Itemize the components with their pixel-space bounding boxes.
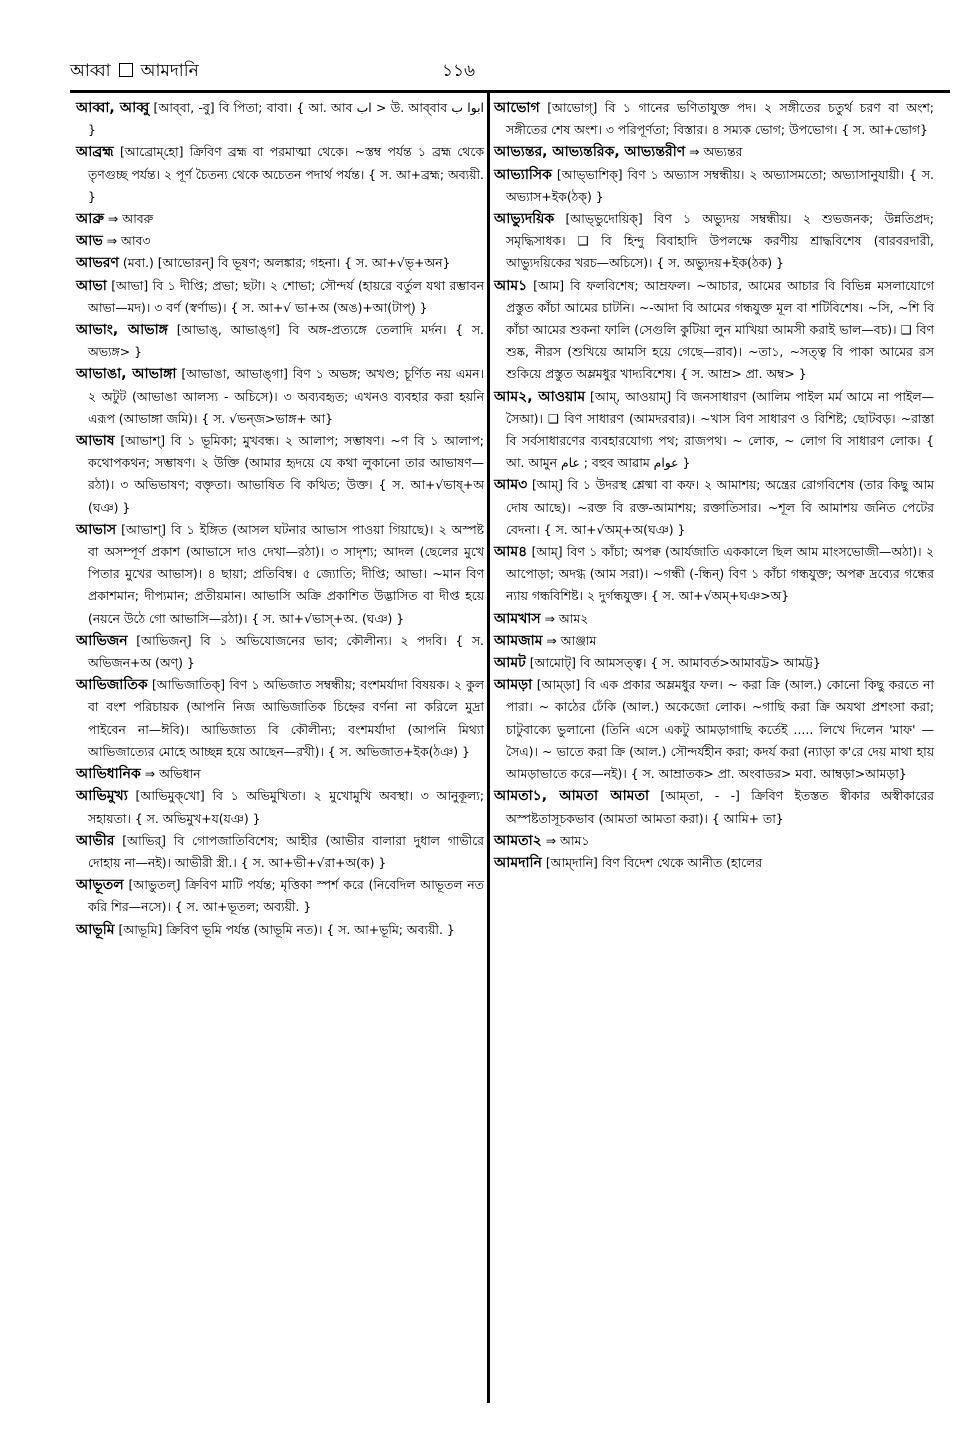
entry-definition: [আভিমুক্‌খো] বি ১ অভিমুখিতা। ২ মুখোমুখি অবস্থা। ৩ আনুকূল্য; সহায়তা। { স. অভিমুখ+য(যঞ) } <box>88 788 484 826</box>
entry-definition: [আভিজন্‌] বি ১ অভিযোজনের ভাব; কৌলীন্য। ২ পদবি। { স. অভিজন+অ (অণ্‌) } <box>88 632 484 671</box>
page-number: ১১৬ <box>442 61 476 81</box>
dictionary-entry <box>494 652 934 674</box>
dictionary-entry <box>494 141 934 163</box>
dictionary-entry <box>76 630 484 674</box>
dictionary-entry <box>494 97 934 141</box>
dictionary-entry <box>76 363 484 430</box>
dictionary-entry <box>76 674 484 763</box>
entry-definition: [আভূমি] ক্রিবিণ ভূমি পর্যন্ত (আভূমি নত)। { স. আ+ভূমি; অব্যয়ী. } <box>118 921 455 937</box>
entry-definition: [আম] বি ফলবিশেষ; আম্রফল। ~আচার, আমের আচার বি বিভিন্ন মসলাযোগে প্রস্তুত কাঁচা আমের চাটনি। ~-আদা বি আমের গন্ধযুক্ত মূল বা শটিবিশেষ। ~সি, ~শি বি কাঁচা আমের শুকনা ফালি (সেগুলি কুটিয়া লুন মাখিয়া আমসী করাই ভাল—বচ)। ❑ বিণ শুষ্ক, নীরস (শুখিয়ে আমসি হয়ে গেছে—রাব)। ~তা১, ~সত্ত্ব বি পাকা আমের রস শুকিয়ে প্রস্তুত অম্লমধুর খাদ্যবিশেষ। { স. আম্র> প্রা. অম্ব> } <box>506 277 934 382</box>
separator-box-icon <box>119 63 133 77</box>
dictionary-entry <box>494 164 934 208</box>
entry-headword: আমড়া <box>494 677 533 694</box>
page-header <box>70 58 950 86</box>
entry-headword: আভাং, আভাঙ্গ <box>76 322 168 339</box>
dictionary-entry <box>76 319 484 363</box>
right-column <box>494 97 934 874</box>
dictionary-entry <box>494 785 934 829</box>
entry-definition: [আমোট্‌] বি আমসত্ত্ব। { স. আমাবর্ত>আমাবট্ট> আমট্ট} <box>529 655 821 671</box>
entry-headword: আভাঙা, আভাঙ্গা <box>76 366 177 383</box>
entry-definition: [আভাঙ্, আভাঙ্‌গ] বি অঙ্গ-প্রত্যঙ্গে তেলাদি মর্দন। { স. অভ্যঙ্গ> } <box>88 322 484 360</box>
guide-word-last: আমদানি <box>140 61 199 81</box>
dictionary-entry <box>76 763 484 785</box>
entry-headword: আভ্যুদয়িক <box>494 211 555 228</box>
entry-headword: আভূমি <box>76 921 115 938</box>
entry-definition: ⇒ আঞ্জাম <box>546 632 597 648</box>
entry-headword: আমদানি <box>494 854 542 871</box>
dictionary-entry <box>494 830 934 852</box>
entry-definition: [আম্‌] বি ১ উদরস্থ শ্লেষ্মা বা কফ। ২ আমাশয়; অন্ত্রের রোগবিশেষ (তার কিছু আম দোষ আছে)। ~রক্ত বি রক্ত-আমাশয়; রক্তাতিসার। ~শূল বি আমাশয় জনিত পেটের বেদনা। { স. আ+√অম্‌+অ(ঘঞ) } <box>506 477 934 537</box>
dictionary-entry <box>76 830 484 874</box>
entry-headword: আভূতল <box>76 877 124 894</box>
left-column <box>76 97 484 941</box>
entry-headword: আভোগ <box>494 100 540 116</box>
column-divider <box>487 93 490 1403</box>
dictionary-entry <box>76 230 484 252</box>
entry-definition: [আব্‌বা, -বু] বি পিতা; বাবা। { আ. আব اب > উ. আব্‌বাব ابوا ب } <box>88 100 485 138</box>
entry-headword: আম২, আওয়াম <box>494 388 586 405</box>
entry-definition: [আম্‌] বিণ ১ কাঁচা; অপক্ব (আর্যজাতি এককালে ছিল আম মাংসভোজী—অঠা)। ২ আপোড়া; অদগ্ধ (আম সরা)। ~গন্ধী (-ন্ধিন্‌) বিণ ১ কাঁচা গন্ধযুক্ত; অপক্ব দ্রব্যের গন্ধের ন্যায় গন্ধবিশিষ্ট। ২ দুর্গন্ধযুক্ত। { স. আ+√অম্‌+ঘঞ>অ} <box>506 544 934 604</box>
entry-headword: আম৩ <box>494 477 528 494</box>
entry-headword: আভিমুখ্য <box>76 788 128 805</box>
entry-definition: ⇒ আম১ <box>545 832 590 848</box>
entry-definition: [আভির্‌] বি গোপজাতিবিশেষ; আহীর (আভীর বালারা দুধাল গাভীরে দোহায় না—নই)। আভীরী স্ত্রী.। { স. আ+ভী+√রা+অ(ক) } <box>88 832 484 870</box>
entry-headword: আভ্যন্তর, আভ্যন্তরিক, আভ্যন্তরীণ <box>494 144 686 161</box>
dictionary-entry <box>494 541 934 608</box>
entry-definition: ⇒ আবরু <box>107 211 154 227</box>
entry-definition: [আম্‌তা, - -] ক্রিবিণ ইতস্তত স্বীকার অস্বীকারের অস্পষ্টতাসূচকভাব (আমতা আমতা করা)। { আমি+ তা} <box>506 788 934 826</box>
entry-headword: আভাষ <box>76 433 115 450</box>
entry-definition: [আভ্‌ভুদোয়িক্‌] বিণ ১ অভ্যুদয় সম্বন্ধীয়। ২ শুভজনক; উন্নতিপ্রদ; সমৃদ্ধিসাধক। ❑ বি হিন্দু বিবাহাদি উপলক্ষে করণীয় শ্রাদ্ধবিশেষ (বারবরদারী, আভ্যুদয়িকের খরচ—অচিসে)। { স. অভ্যুদয়+ইক(ঠক) } <box>506 211 934 271</box>
entry-definition: (মবা.) [আভোরন্‌] বি ভূষণ; অলঙ্কার; গহনা। { স. আ+√ভৃ+অন} <box>122 255 451 271</box>
entry-definition: [আভুতল্‌] ক্রিবিণ মাটি পর্যন্ত; মৃত্তিকা স্পর্শ করে (নিবেদিল আভূতল নত করি শির—নসে)। { স. আ+ভূতল; অব্যয়ী. } <box>88 877 484 915</box>
dictionary-entry <box>76 252 484 274</box>
entry-headword: আমখাস <box>494 610 541 627</box>
entry-headword: আম৪ <box>494 544 528 561</box>
dictionary-entry <box>76 919 484 941</box>
entry-headword: আভা <box>76 277 107 294</box>
entry-headword: আব্রহ্ম <box>76 144 114 161</box>
dictionary-entry <box>76 208 484 230</box>
entry-definition: ⇒ অভ্যন্তর <box>689 144 743 160</box>
dictionary-entry <box>76 97 484 141</box>
entry-headword: আভিধানিক <box>76 766 141 783</box>
entry-headword: আভাস <box>76 521 117 538</box>
entry-definition: [আম্‌দানি] বিণ বিদেশ থেকে আনীত (হালের <box>545 854 763 870</box>
dictionary-entry <box>76 519 484 630</box>
entry-headword: আব্রু <box>76 211 104 228</box>
dictionary-entry <box>494 386 934 475</box>
entry-definition: [আম্‌, আওয়াম্‌] বি জনসাধারণ (আলিম পাইল মর্ম আমে না পাইল—সৈআ)। ❑ বিণ সাধারণ (আমদরবার)। ~খাস বিণ সাধারণ ও বিশিষ্ট; ছোটবড়। ~রাস্তা বি সর্বসাধারণের ব্যবহারযোগ্য পথ; রাজপথ। ~ লোক, ~ লোগ বি সাধারণ লোক। { আ. আমুন عام ; বহুব আৱাম عوام } <box>506 388 934 471</box>
entry-definition: [আভোগ্‌] বি ১ গানের ভণিতাযুক্ত পদ। ২ সঙ্গীতের চতুর্থ চরণ বা অংশ; সঙ্গীতের শেষ অংশ। ৩ পরিপূর্ণতা; বিস্তার। ৪ সম্যক ভোগ; উপভোগ। { স. আ+ভোগ} <box>506 100 934 138</box>
entry-headword: আম১ <box>494 277 528 294</box>
dictionary-entry <box>494 852 934 874</box>
entry-headword: আমতা১, আমতা আমতা <box>494 788 650 805</box>
dictionary-entry <box>494 674 934 785</box>
entry-headword: আভ <box>76 233 103 250</box>
entry-headword: আভরণ <box>76 255 119 272</box>
entry-definition: ⇒ অভিধান <box>144 766 201 782</box>
entry-definition: [আভ্‌ভাশিক্‌] বিণ ১ অভ্যাস সম্বন্ধীয়। ২ অভ্যাসমতো; অভ্যাসানুযায়ী। { স. অভ্যাস+ইক(ঠক্‌) } <box>506 166 934 204</box>
entry-definition: [আভাশ্‌] বি ১ ভূমিকা; মুখবন্ধ। ২ আলাপ; সম্ভাষণ। ~ণ বি ১ আলাপ; কথোপকথন; সম্ভাষণ। ২ উক্তি (আমার হৃদয়ে যে কথা লুকানো তার আভাষণ—রঠা)। ৩ অভিভাষণ; বক্তৃতা। আভাষিত বি কথিত; উক্ত। { স. আ+√ভাষ্‌+অ (ঘঞ) } <box>88 433 484 515</box>
guide-word-first: আব্বা <box>70 61 111 81</box>
dictionary-entry <box>76 275 484 319</box>
dictionary-entry <box>76 141 484 208</box>
dictionary-entry <box>494 474 934 541</box>
entry-definition: [আম্‌ড়া] বি এক প্রকার অম্লমধুর ফল। ~ করা ক্রি (আল.) কোনো কিছু করতে না পারা। ~ কাঠের ঢেঁকি (আল.) অকেজো লোক। ~গাছি করা ক্রি অযথা প্রশংসা করা; চাটুবাক্যে ভুলানো (তিনি এসে একটু আমড়াগাছি কর্তেই ..... লিখে দিলেন 'মাফ' —সৈএ)। ~ ভাতে করা ক্রি (আল.) সৌন্দর্যহীন করা; কদর্য করা (ন্যাড়া ক'রে দেয় মাথা হায় আমড়াভাতে করে—নই)। { স. আম্রাতক> প্রা. অংবাডর> মবা. আম্বড়া>আমড়া} <box>506 677 934 782</box>
entry-definition: [আভা] বি ১ দীপ্তি; প্রভা; ছটা। ২ শোভা; সৌন্দর্য (হায়রে বর্তুল যথা রম্ভাবন আভা—মদ)। ৩ বর্ণ (স্বর্ণাভ)। { স. আ+√ ভা+অ (অঙ)+আ(টাপ্‌) } <box>88 277 484 315</box>
entry-definition: [আব্রোম্‌হো] ক্রিবিণ ব্রহ্ম বা পরমাত্মা থেকে। ~স্তম্ব পর্যন্ত ১ ব্রহ্ম থেকে তৃণগুচ্ছ পর্যন্ত। ২ পূর্ণ চৈতন্য থেকে অচেতন পদার্থ পর্যন্ত। { স. আ+ব্রহ্ম; অব্যয়ী. } <box>88 144 484 204</box>
entry-headword: আভিজন <box>76 632 128 649</box>
dictionary-entry <box>76 785 484 829</box>
dictionary-entry <box>494 608 934 630</box>
dictionary-entry <box>494 630 934 652</box>
dictionary-entry <box>76 430 484 519</box>
entry-headword: আব্বা, আব্বু <box>76 100 150 116</box>
entry-definition: [আভিজাতিক্‌] বিণ ১ অভিজাত সম্বন্ধীয়; বংশমর্যাদা বিষয়ক। ২ কুল বা বংশ পরিচায়ক (আপনি নিজ আভিজাতিক চিহ্নের বর্ণনা না করিলে মুদ্রা পাইবেন না—ঈবি)। আভিজাত্য বি কৌলীন্য; বংশমর্যাদা (আপনি মিথ্যা আভিজাত্যের মোহে আচ্ছন্ন হয়ে আছেন—রখী)। { স. অভিজাত+ইক(ঠঞ) } <box>88 677 484 759</box>
header-rule <box>70 90 950 93</box>
entry-headword: আভীর <box>76 832 115 849</box>
entry-definition: ⇒ আম২ <box>544 610 589 626</box>
entry-definition: [আভাশ্‌] বি ১ ইঙ্গিত (আসল ঘটনার আভাস পাওয়া গিয়াছে)। ২ অস্পষ্ট বা অসম্পূর্ণ প্রকাশ (আভাসে দাও দেখা—রঠা)। ৩ সাদৃশ্য; আদল (ছেলের মুখে পিতার মুখের আভাস)। ৪ ছায়া; প্রতিবিম্ব। ৫ জ্যোতি; দীপ্তি; আভা। ~মান বিণ প্রকাশমান; দীপ্যমান; প্রতীয়মান। আভাসি অক্রি প্রকাশিত উদ্ভাসিত বা দীপ্ত হয়ে (নয়নে উঠে গো আভাসি—রঠা)। { স. আ+√ভাস্‌+অ. (ঘঞ) } <box>88 521 484 626</box>
entry-headword: আমট <box>494 655 526 672</box>
dictionary-entry <box>494 275 934 386</box>
dictionary-entry <box>494 208 934 275</box>
dictionary-entry <box>76 874 484 918</box>
entry-definition: ⇒ আব৩ <box>106 233 151 249</box>
entry-headword: আমতা২ <box>494 832 542 849</box>
guide-words <box>70 58 199 86</box>
entry-definition: [আভাঙা, আভাঙ্‌গা] বিণ ১ অভঙ্গ; অখণ্ড; চূর্ণিত নয় এমন। ২ অটুট (আভাঙা আলস্য - অচিসে)। ৩ অব্যবহৃত; এখনও ব্যবহার করা হয়নি এরূপ (আভাঙ্গা জমি)। { স. √ভন্‌জ>ভাঙ্গ+ আ} <box>88 366 484 426</box>
entry-headword: আভিজাতিক <box>76 677 148 694</box>
entry-headword: আভ্যাসিক <box>494 166 552 183</box>
entry-headword: আমজাম <box>494 632 543 649</box>
